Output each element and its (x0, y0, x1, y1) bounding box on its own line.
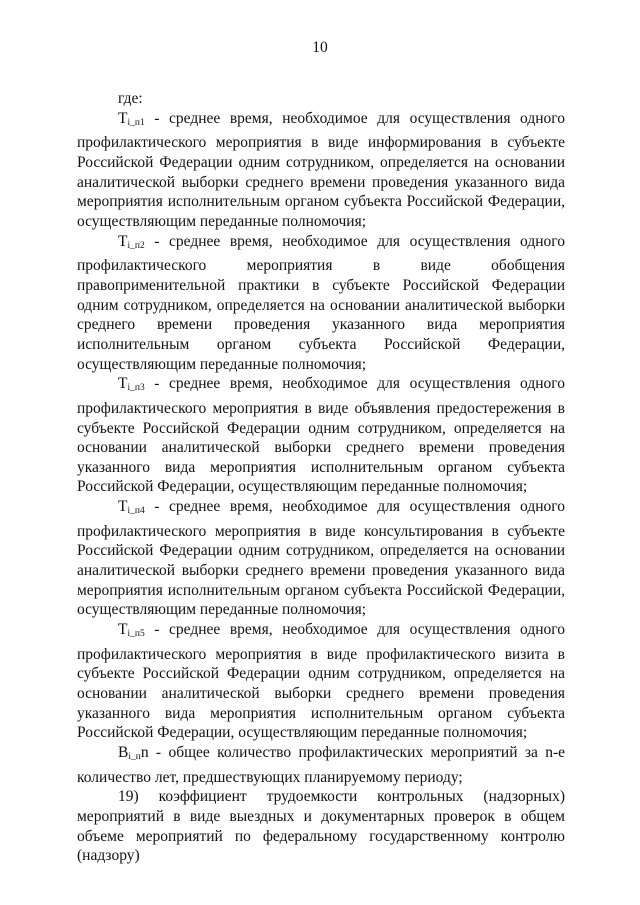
symbol-letter: B (118, 744, 129, 761)
body-text (77, 89, 565, 866)
definition-paragraph (77, 109, 565, 232)
formula-symbol (118, 233, 145, 250)
symbol-subscript: i_п (128, 752, 141, 762)
symbol-letter: T (118, 498, 128, 516)
formula-symbol (118, 375, 145, 392)
symbol-letter: T (118, 621, 128, 639)
symbol-subscript: i_п1 (127, 117, 145, 128)
definition-text: - среднее время, необходимое для осуществления одного профилактического мероприятия в виде объявления предостережения в субъекте Российской Федерации одним сотрудником, определяется на основании аналитической выборки среднего времени проведения указанного вида мероприятия исполнительным органом субъекта Российской Федерации, осуществляющим переданные полномочия; (77, 375, 565, 496)
numbered-item: 19) коэффициент трудоемкости контрольных (надзорных) мероприятий в виде выездных и документарных проверок в общем объеме мероприятий по федеральному государственному контролю (надзору) (77, 788, 565, 865)
symbol-subscript: i_п3 (127, 383, 145, 394)
symbol-letter: T (118, 375, 128, 393)
symbol-subscript: i_п5 (127, 629, 145, 640)
definition-paragraph (77, 374, 565, 497)
definition-text: - среднее время, необходимое для осуществления одного профилактического мероприятия в виде консультирования в субъекте Российской Федерации одним сотрудником, определяется на основании аналитической выборки среднего времени проведения указанного вида мероприятия исполнительным органом субъекта Российской Федерации, осуществляющим переданные полномочия; (77, 498, 565, 619)
definition-text: - среднее время, необходимое для осуществления одного профилактического мероприятия в виде профилактического визита в субъекте Российской Федерации одним сотрудником, определяется на основании аналитической выборки среднего времени проведения указанного вида мероприятия исполнительным органом субъекта Российской Федерации, осуществляющим переданные полномочия; (77, 621, 565, 742)
definition-text: - общее количество профилактических мероприятий за n-е количество лет, предшествующих планируемому периоду; (77, 744, 565, 786)
definition-paragraph (77, 743, 565, 787)
symbol-subscript: i_п2 (127, 240, 145, 251)
definition-paragraph (77, 497, 565, 620)
definition-text: - среднее время, необходимое для осуществления одного профилактического мероприятия в виде информирования в субъекте Российской Федерации одним сотрудником, определяется на основании аналитической выборки среднего времени проведения указанного вида мероприятия исполнительным органом субъекта Российской Федерации, осуществляющим переданные полномочия; (77, 109, 565, 230)
formula-symbol (118, 110, 145, 127)
intro-text: где: (118, 90, 143, 107)
formula-symbol (118, 744, 149, 761)
symbol-suffix: n (140, 744, 149, 761)
symbol-letter: T (118, 109, 128, 127)
formula-symbol (118, 621, 145, 638)
symbol-letter: T (118, 232, 128, 250)
definition-text: - среднее время, необходимое для осуществления одного профилактического мероприятия в виде обобщения правоприменительной практики в субъекте Российской Федерации одним сотрудником, определяется на основании аналитической выборки среднего времени проведения указанного вида мероприятия исполнительным органом субъекта Российской Федерации, осуществляющим переданные полномочия; (77, 232, 565, 373)
symbol-subscript: i_п4 (127, 506, 145, 517)
definition-paragraph (77, 620, 565, 743)
page-number: 10 (312, 39, 328, 56)
formula-symbol (118, 498, 145, 515)
definition-paragraph (77, 232, 565, 375)
